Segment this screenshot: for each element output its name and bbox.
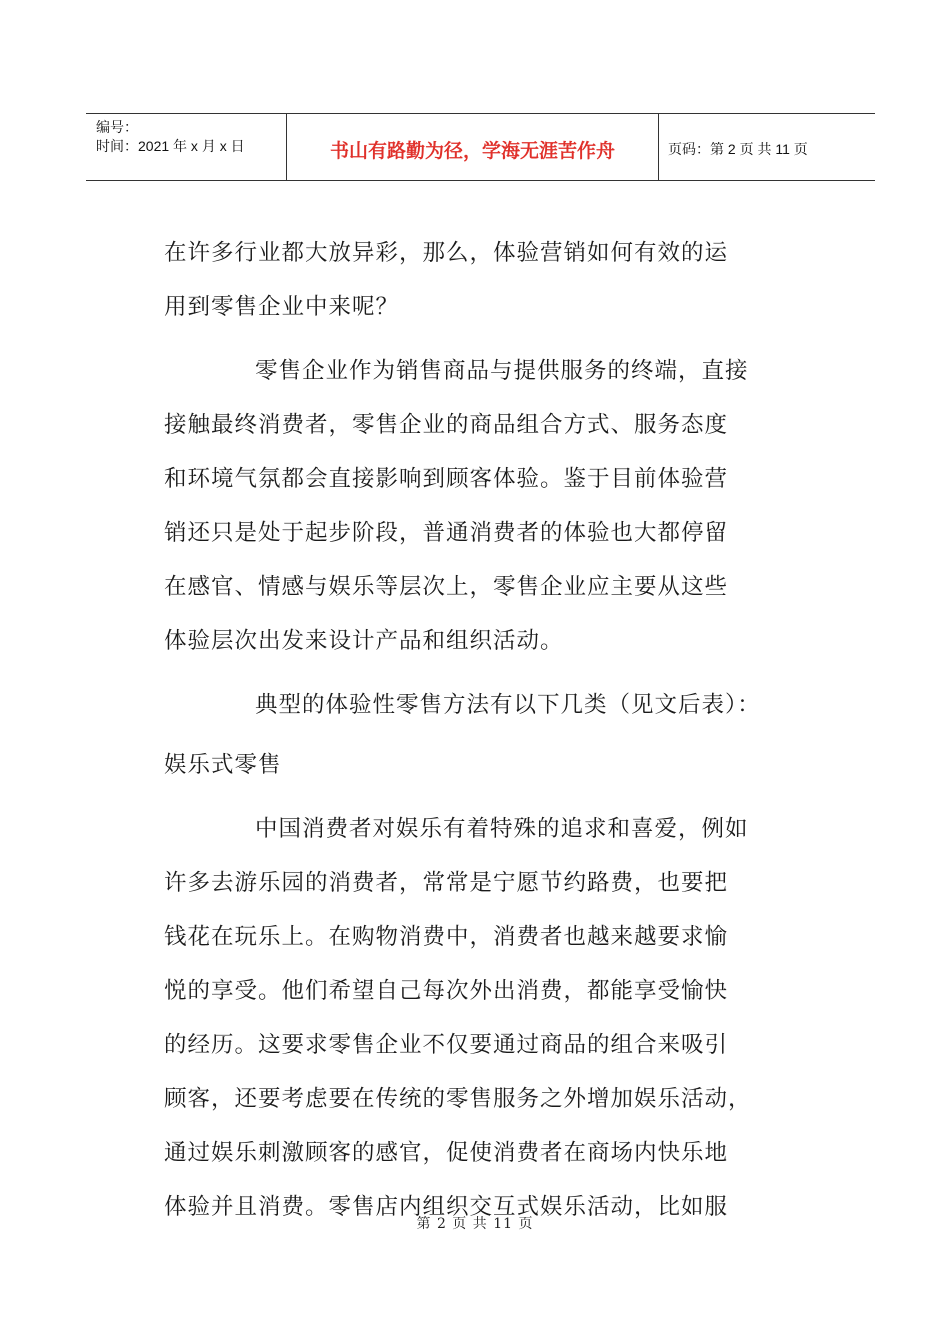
body-line: 体验层次出发来设计产品和组织活动。 (164, 628, 564, 654)
page-footer: 第 2 页 共 11 页 (416, 1216, 534, 1232)
document-number-label: 编号： (96, 119, 138, 135)
body-line: 和环境气氛都会直接影响到顾客体验。鉴于目前体验营 (164, 466, 729, 492)
paragraph-start-line: 典型的体验性零售方法有以下几类（见文后表）： (255, 692, 761, 718)
body-line: 用到零售企业中来呢？ (164, 294, 400, 320)
body-line: 在许多行业都大放异彩，那么，体验营销如何有效的运 (164, 240, 729, 266)
body-line: 体验并且消费。零售店内组织交互式娱乐活动，比如服 (164, 1194, 729, 1220)
body-line: 顾客，还要考虑要在传统的零售服务之外增加娱乐活动， (164, 1086, 752, 1112)
body-line: 许多去游乐园的消费者，常常是宁愿节约路费，也要把 (164, 870, 729, 896)
header-meta (86, 114, 286, 180)
header-motto: 书山有路勤为径，学海无涯苦作舟 (286, 114, 659, 180)
section-heading: 娱乐式零售 (164, 752, 282, 778)
paragraph-start-line: 零售企业作为销售商品与提供服务的终端，直接 (255, 358, 749, 384)
document-body (164, 226, 814, 1234)
body-line: 悦的享受。他们希望自己每次外出消费，都能享受愉快 (164, 978, 729, 1004)
body-line: 钱花在玩乐上。在购物消费中，消费者也越来越要求愉 (164, 924, 729, 950)
body-line: 接触最终消费者，零售企业的商品组合方式、服务态度 (164, 412, 729, 438)
body-line: 通过娱乐刺激顾客的感官，促使消费者在商场内快乐地 (164, 1140, 729, 1166)
body-line: 在感官、情感与娱乐等层次上，零售企业应主要从这些 (164, 574, 729, 600)
document-time-label: 时间：2021 年 x 月 x 日 (96, 138, 245, 154)
header-page-info: 页码：第 2 页 共 11 页 (668, 140, 808, 157)
body-line: 销还只是处于起步阶段，普通消费者的体验也大都停留 (164, 520, 729, 546)
paragraph-start-line: 中国消费者对娱乐有着特殊的追求和喜爱，例如 (255, 816, 749, 842)
page-header (86, 113, 875, 181)
body-line: 的经历。这要求零售企业不仅要通过商品的组合来吸引 (164, 1032, 729, 1058)
